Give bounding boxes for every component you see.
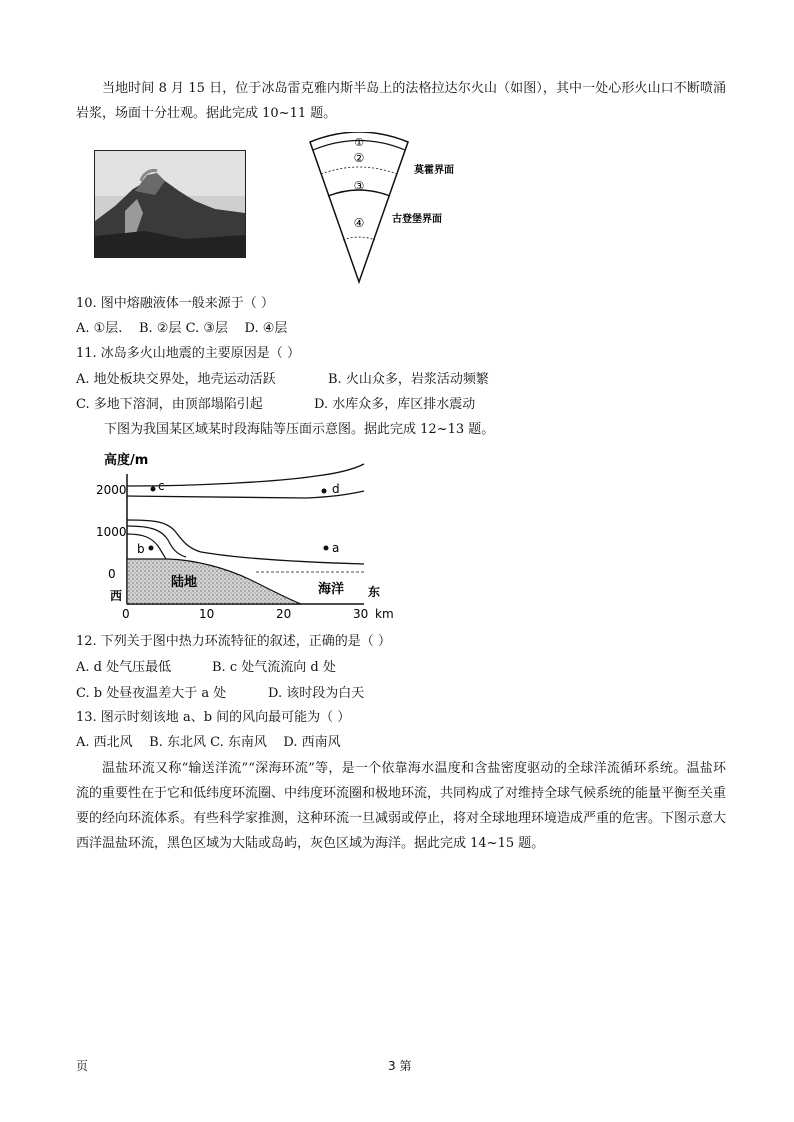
layer-label-2: ②	[353, 151, 365, 165]
y-axis-label: 高度/m	[104, 453, 149, 468]
layer-label-3: ③	[353, 179, 365, 193]
ocean-label: 海洋	[318, 582, 345, 597]
ytick-1000: 1000	[96, 525, 127, 539]
land-area	[127, 559, 301, 604]
point-a-dot	[324, 546, 329, 551]
east-label: 东	[368, 585, 381, 599]
x-unit: km	[375, 607, 394, 621]
intro-pressure: 下图为我国某区域某时段海陆等压面示意图。据此完成 12~13 题。	[104, 422, 495, 437]
q12-option-d: D. 该时段为白天	[268, 686, 365, 701]
layer-label-1: ①	[354, 136, 364, 149]
point-d-label: d	[332, 482, 340, 496]
ytick-0: 0	[108, 567, 116, 581]
q11-stem: 11. 冰岛多火山地震的主要原因是（ ）	[76, 346, 300, 361]
intro-thermohaline-paragraph: 温盐环流又称“输送洋流”“深海环流”等，是一个依靠海水温度和含盐密度驱动的全球洋流循环系统。温盐环流的重要性在于它和低纬度环流圈、中纬度环流圈和极地环流，共同构成了对维持全球气候系统的能量平衡至关重要的经向环流体系。有些科学家推测，这种环流一旦减弱或停止，将对全球地理环境造成严重的危害。下图示意大西洋温盐环流，黑色区域为大陆或岛屿，灰色区域为海洋。据此完成 14~15 题。	[76, 761, 727, 851]
q10-stem: 10. 图中熔融液体一般来源于（ ）	[76, 296, 274, 311]
footer-page-char: 页	[76, 1059, 89, 1073]
q11-option-a: A. 地处板块交界处，地壳运动活跃	[76, 372, 276, 387]
footer-page-number: 3 第	[388, 1059, 412, 1073]
point-a-label: a	[332, 541, 340, 555]
xtick-20: 20	[276, 607, 292, 621]
isobar-inner-1	[127, 526, 186, 557]
volcano-photo-image	[95, 151, 245, 257]
q11-option-c: C. 多地下溶洞，由顶部塌陷引起	[76, 397, 263, 412]
volcano-photo	[94, 150, 246, 258]
point-b-label: b	[137, 542, 145, 556]
xtick-0: 0	[122, 607, 130, 621]
xtick-30: 30	[353, 607, 369, 621]
earth-interior-diagram	[300, 132, 490, 288]
q12-stem: 12. 下列关于图中热力环流特征的叙述，正确的是（ ）	[76, 634, 391, 649]
point-c-dot	[151, 487, 156, 492]
q12-option-b: B. c 处气流流向 d 处	[212, 660, 336, 675]
land-label: 陆地	[171, 575, 198, 590]
isobar-inner-2	[127, 534, 166, 559]
q13-options: A. 西北风 B. 东北风 C. 东南风 D. 西南风	[76, 735, 341, 750]
isobaric-surface-diagram	[96, 446, 416, 624]
west-label: 西	[110, 589, 123, 603]
point-c-label: c	[158, 479, 165, 493]
q11-option-b: B. 火山众多，岩浆活动频繁	[328, 372, 489, 387]
moho-label: 莫霍界面	[414, 165, 454, 176]
point-b-dot	[149, 546, 154, 551]
q12-option-c: C. b 处昼夜温差大于 a 处	[76, 686, 227, 701]
q11-option-d: D. 水库众多，库区排水震动	[314, 397, 476, 412]
gutenberg-label: 古登堡界面	[392, 214, 442, 225]
q13-stem: 13. 图示时刻该地 a、b 间的风向最可能为（ ）	[76, 710, 351, 725]
ytick-2000: 2000	[96, 483, 127, 497]
layer-label-4: ④	[353, 216, 365, 230]
q12-option-a: A. d 处气压最低	[76, 660, 172, 675]
point-d-dot	[322, 489, 327, 494]
q10-options: A. ①层. B. ②层 C. ③层 D. ④层	[76, 321, 288, 336]
intro-volcano-paragraph: 当地时间 8 月 15 日，位于冰岛雷克雅内斯半岛上的法格拉达尔火山（如图），其中一处心形火山口不断喷涌岩浆，场面十分壮观。据此完成 10~11 题。	[76, 81, 726, 121]
xtick-10: 10	[199, 607, 215, 621]
isobar-middle	[127, 520, 364, 564]
